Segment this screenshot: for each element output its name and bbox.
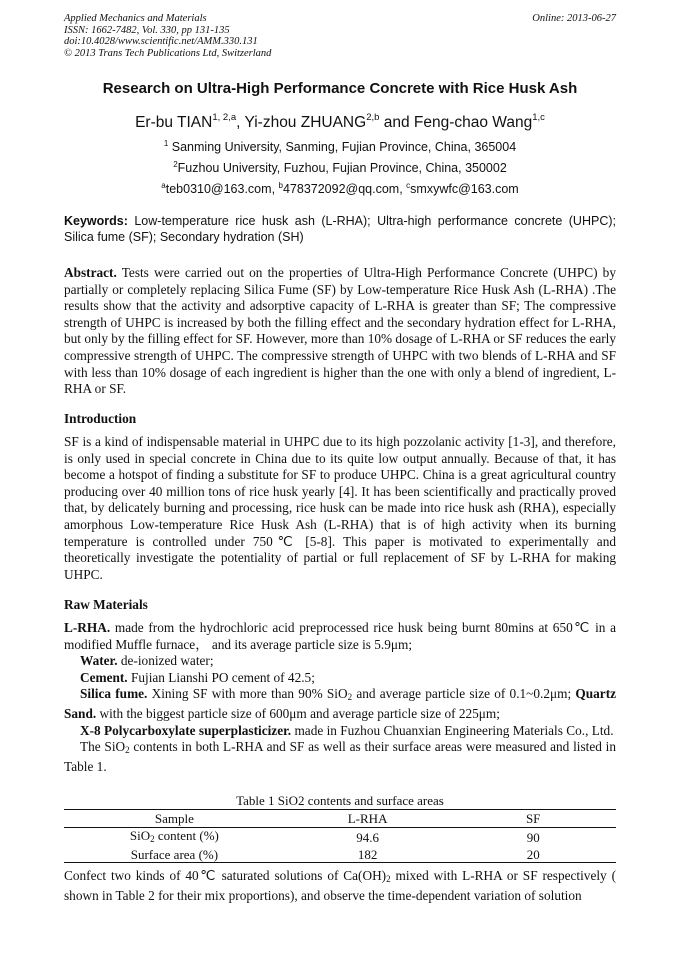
- material-text: Xining SF with more than 90% SiO: [151, 686, 348, 702]
- email-sup: c: [406, 181, 411, 190]
- material-text: and average particle size of 0.1~0.2μm;: [356, 686, 572, 702]
- table-header-cell: Sample: [64, 810, 285, 828]
- material-superplasticizer: [64, 723, 616, 740]
- journal-doi: doi:10.4028/www.scientific.net/AMM.330.131: [64, 36, 258, 47]
- table-header-cell: L-RHA: [285, 810, 451, 828]
- material-text: made from the hydrochloric acid preprocessed rice husk being burnt 80mins at 650℃ in a modified Muffle furnace， and its average particle size is 5.9μm;: [64, 620, 616, 652]
- author-name: Yi-zhou ZHUANG: [244, 114, 367, 131]
- table-cell: 20: [450, 847, 616, 863]
- email-link[interactable]: 478372092@qq.com: [282, 182, 400, 196]
- cell-text: content (%): [154, 828, 219, 843]
- table-row: [64, 847, 616, 863]
- material-lrha: [64, 620, 616, 653]
- subscript: 2: [347, 692, 353, 703]
- keywords-label: Keywords:: [64, 214, 128, 228]
- author-separator: ,: [236, 114, 245, 131]
- journal-issn: ISSN: 1662-7482, Vol. 330, pp 131-135: [64, 24, 230, 36]
- abstract-label: Abstract.: [64, 265, 117, 280]
- material-label: Cement.: [80, 669, 128, 685]
- affiliation-text: Sanming University, Sanming, Fujian Province, China, 365004: [171, 140, 517, 154]
- table-cell: 94.6: [356, 830, 379, 845]
- paragraph-text: The SiO: [80, 739, 126, 755]
- closing-paragraph: [64, 868, 616, 904]
- material-label: Quartz Sand.: [64, 686, 617, 721]
- affiliation: [64, 139, 616, 154]
- author-affil-sup: 1,c: [532, 112, 545, 123]
- journal-name: Applied Mechanics and Materials: [64, 13, 207, 24]
- email-line: $^a$teb0310@163.com, $^b$478372092@qq.com, $^c$smxywfc@163.com: [161, 181, 519, 196]
- material-label: X-8 Polycarboxylate superplasticizer.: [80, 722, 292, 738]
- affiliation: [64, 160, 616, 175]
- table-row: [64, 828, 616, 848]
- paragraph-text: Confect two kinds of 40℃ saturated solutions of Ca(OH): [64, 868, 387, 883]
- material-label: Silica fume.: [80, 686, 148, 702]
- affiliation-sup: 1: [163, 139, 169, 148]
- author-affil-sup: 2,b: [366, 112, 380, 123]
- abstract-text: Tests were carried out on the properties of Ultra-High Performance Concrete (UHPC) by partially or completely replacing Silica Fume (SF) by Low-temperature Rice Husk Ash (L-RHA) .The results show that the activity and adsorptive capacity of L-RHA is greater than SF; The compressive strength of UHPC is increased by both the filling effect and the secondary hydration effect for L-RHA, but only by the filling effect for SF. However, more than 10% dosage of L-RHA or SF reduces the early compressive strength of UHPC. The compressive strength of UHPC with two blends of L-RHA and SF with less than 10% dosage of each ingredient is higher than the one with only a blend of ingredient, L-RHA or SF.: [64, 265, 616, 397]
- affiliation-sup: 2: [173, 160, 178, 169]
- email-link[interactable]: smxywfc@163.com: [410, 182, 519, 196]
- cell-text: SiO: [129, 828, 151, 843]
- data-table: [64, 809, 616, 863]
- author-list: [64, 112, 616, 132]
- table-cell: 182: [285, 847, 451, 863]
- paragraph-text: mixed with L-RHA or SF respectively ( shown in Table 2 for their mix proportions), and observe the time-dependent variation of solution: [64, 868, 616, 903]
- material-water: [64, 653, 616, 670]
- paper-title: Research on Ultra-High Performance Concrete with Rice Husk Ash: [102, 80, 578, 97]
- table-cell: Surface area (%): [64, 847, 285, 863]
- author-name: Feng-chao Wang: [413, 114, 533, 131]
- material-cement: [64, 670, 616, 687]
- table-cell: 90: [526, 830, 540, 845]
- affiliation-text: Fuzhou University, Fuzhou, Fujian Province, China, 350002: [177, 161, 507, 175]
- author-separator: and: [379, 114, 414, 131]
- table-cell: [64, 828, 285, 848]
- author-affil-sup: 1, 2,a: [212, 112, 237, 123]
- subscript: 2: [150, 834, 155, 844]
- abstract: [64, 265, 616, 398]
- material-label: L-RHA.: [64, 620, 111, 635]
- journal-copyright: © 2013 Trans Tech Publications Ltd, Switzerland: [64, 47, 272, 59]
- keywords: [64, 213, 616, 245]
- keywords-text: Low-temperature rice husk ash (L-RHA); Ultra-high performance concrete (UHPC); Silica fume (SF); Secondary hydration (SH): [64, 214, 616, 244]
- journal-header: [64, 13, 616, 59]
- email-sup: a: [161, 181, 166, 190]
- table-header-cell: SF: [450, 810, 616, 828]
- material-text: made in Fuzhou Chuanxian Engineering Materials Co., Ltd.: [294, 722, 614, 738]
- raw-materials-list: [64, 620, 616, 775]
- material-text: de-ionized water;: [120, 653, 214, 669]
- email-sup: b: [278, 181, 283, 190]
- sio2-paragraph: [64, 739, 616, 775]
- material-silica-fume: [64, 686, 616, 722]
- online-date: Online: 2013-06-27: [532, 13, 616, 24]
- material-text: Fujian Lianshi PO cement of 42.5;: [130, 669, 315, 685]
- material-label: Water.: [80, 653, 118, 669]
- introduction-paragraph: SF is a kind of indispensable material in UHPC due to its high pozzolanic activity [1-3], and therefore, is only used in special concrete in China due to its quite low output annually. Because of that, it has become a hotspot of finding a substitute for SF to produce UHPC. China is a great agricultural country producing over 40 million tons of rice husk yearly [4]. It has been scientifically and practically proved that, by delicately burning and processing, rice husk can be made into rice husk ash (RHA), especially amorphous Low-temperature Rice Husk Ash (L-RHA) that is of high activity when its burning temperature is controlled under 750℃ [5-8]. This paper is motivated to experimentally and theoretically investigate the potentiality of partial or full replacement of SF by L-RHA for making UHPC.: [64, 434, 616, 582]
- section-heading-introduction: Introduction: [64, 411, 137, 426]
- material-text: with the biggest particle size of 600μm and average particle size of 225μm;: [99, 705, 500, 721]
- section-heading-raw-materials: Raw Materials: [64, 597, 148, 612]
- subscript: 2: [386, 874, 391, 884]
- author-name: Er-bu TIAN: [135, 114, 213, 131]
- table-header-row: [64, 810, 616, 828]
- table-caption: Table 1 SiO2 contents and surface areas: [236, 793, 444, 808]
- email-link[interactable]: teb0310@163.com: [165, 182, 272, 196]
- paragraph-text: contents in both L-RHA and SF as well as their surface areas were measured and listed in Table 1.: [64, 739, 616, 774]
- subscript: 2: [125, 745, 130, 756]
